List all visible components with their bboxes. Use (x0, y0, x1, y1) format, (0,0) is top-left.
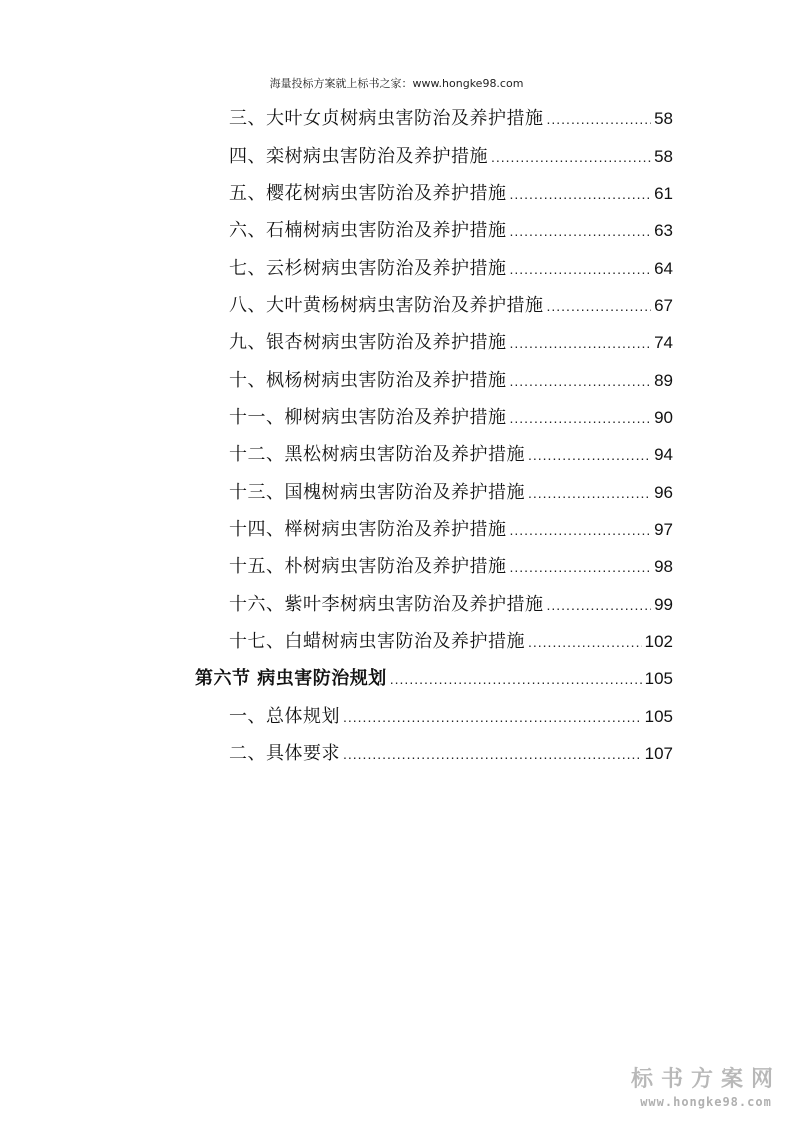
toc-entry-page: 63 (654, 221, 673, 240)
toc-entry-title: 五、樱花树病虫害防治及养护措施 (229, 183, 507, 204)
toc-entry[interactable] (229, 741, 673, 767)
toc-dot-leader (547, 293, 652, 319)
toc-entry-title: 十四、榉树病虫害防治及养护措施 (229, 519, 507, 540)
watermark-logo (631, 1066, 781, 1110)
toc-entry-title: 十三、国槐树病虫害防治及养护措施 (229, 482, 525, 503)
toc-entry[interactable] (229, 218, 673, 244)
toc-entry[interactable] (229, 480, 673, 506)
toc-dot-leader (510, 181, 652, 207)
toc-entry-page: 58 (654, 109, 673, 128)
toc-dot-leader (510, 405, 652, 431)
toc-entry[interactable] (229, 330, 673, 356)
toc-entry-page: 98 (654, 557, 673, 576)
watermark-url: www.hongke98.com (640, 1095, 772, 1109)
toc-entry-page: 94 (654, 445, 673, 464)
toc-entry-title: 三、大叶女贞树病虫害防治及养护措施 (229, 108, 544, 129)
toc-entry[interactable] (229, 704, 673, 730)
toc-entry-title: 十二、黑松树病虫害防治及养护措施 (229, 444, 525, 465)
toc-entry-title: 七、云杉树病虫害防治及养护措施 (229, 258, 507, 279)
toc-dot-leader (510, 256, 652, 282)
toc-entry[interactable] (229, 106, 673, 132)
toc-entry-title: 四、栾树病虫害防治及养护措施 (229, 146, 488, 167)
toc-entry-title: 六、石楠树病虫害防治及养护措施 (229, 220, 507, 241)
toc-entry[interactable] (229, 554, 673, 580)
toc-entry-page: 107 (644, 744, 673, 763)
toc-entry-page: 58 (654, 147, 673, 166)
toc-dot-leader (510, 554, 652, 580)
toc-entry-title: 八、大叶黄杨树病虫害防治及养护措施 (229, 295, 544, 316)
toc-dot-leader (510, 517, 652, 543)
toc-dot-leader (510, 330, 652, 356)
toc-section-entry[interactable] (195, 666, 673, 692)
toc-entry[interactable] (229, 592, 673, 618)
toc-dot-leader (510, 368, 652, 394)
toc-entry-page: 64 (654, 259, 673, 278)
toc-dot-leader (547, 106, 652, 132)
toc-entry-page: 74 (654, 333, 673, 352)
toc-entry[interactable] (229, 181, 673, 207)
toc-dot-leader (390, 666, 642, 692)
toc-entry-page: 99 (654, 595, 673, 614)
toc-dot-leader (343, 704, 642, 730)
toc-dot-leader (528, 442, 651, 468)
page-header: 海量投标方案就上标书之家：www.hongke98.com (269, 77, 524, 90)
toc-entry-page: 61 (654, 184, 673, 203)
toc-dot-leader (510, 218, 652, 244)
toc-entry-page: 96 (654, 483, 673, 502)
toc-entry-title: 十七、白蜡树病虫害防治及养护措施 (229, 631, 525, 652)
toc-entry[interactable] (229, 256, 673, 282)
toc-entry-page: 105 (644, 707, 673, 726)
toc-entry-title: 二、具体要求 (229, 743, 340, 764)
toc-dot-leader (528, 480, 651, 506)
toc-entry-title: 九、银杏树病虫害防治及养护措施 (229, 332, 507, 353)
toc-entry[interactable] (229, 144, 673, 170)
toc-dot-leader (547, 592, 652, 618)
toc-entry-page: 89 (654, 371, 673, 390)
toc-entry-page: 67 (654, 296, 673, 315)
toc-entry[interactable] (229, 293, 673, 319)
toc-entry[interactable] (229, 442, 673, 468)
toc-entry[interactable] (229, 629, 673, 655)
toc-entry-page: 90 (654, 408, 673, 427)
toc-dot-leader (491, 144, 651, 170)
toc-entry-page: 105 (644, 669, 673, 688)
toc-entry[interactable] (229, 517, 673, 543)
watermark-brand: 标书方案网 (631, 1067, 782, 1092)
toc-entry-page: 102 (644, 632, 673, 651)
toc-entry[interactable] (229, 405, 673, 431)
toc-entry-title: 一、总体规划 (229, 706, 340, 727)
toc-entry-title: 十五、朴树病虫害防治及养护措施 (229, 556, 507, 577)
toc-entry-title: 第六节 病虫害防治规划 (195, 668, 387, 689)
toc-entry-page: 97 (654, 520, 673, 539)
toc-entry[interactable] (229, 368, 673, 394)
toc-entry-title: 十一、柳树病虫害防治及养护措施 (229, 407, 507, 428)
toc-entry-title: 十、枫杨树病虫害防治及养护措施 (229, 370, 507, 391)
toc-entry-title: 十六、紫叶李树病虫害防治及养护措施 (229, 594, 544, 615)
toc-dot-leader (343, 741, 642, 767)
toc-dot-leader (528, 629, 642, 655)
